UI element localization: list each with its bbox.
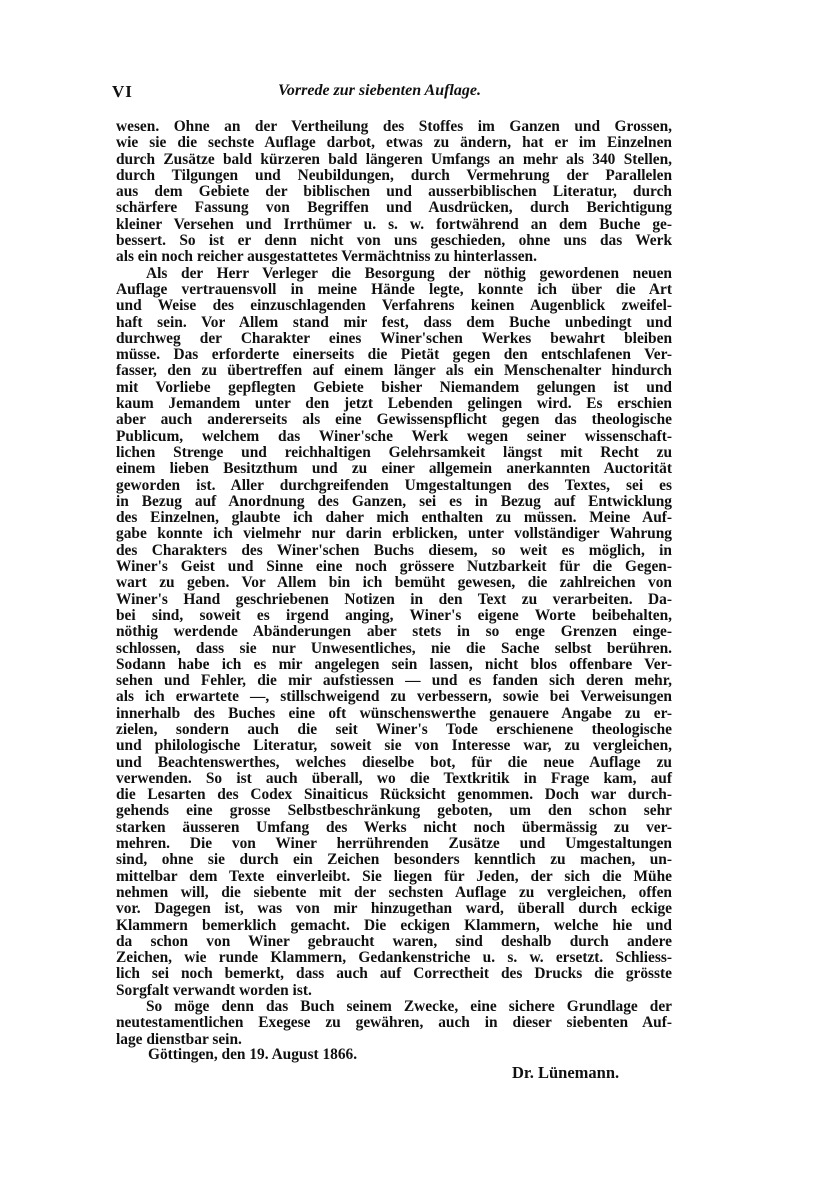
text-line: als ein noch reicher ausgestattetes Vermächtniss zu hinterlassen. xyxy=(116,248,537,266)
text-line: bessert. So ist er denn nicht von uns geschieden, ohne uns das Werk xyxy=(116,232,672,250)
text-line: starken äusseren Umfang des Werks nicht noch übermässig zu ver- xyxy=(116,818,672,836)
text-line: bei sind, soweit es irgend anging, Winer's eigene Worte beibehalten, xyxy=(116,606,672,624)
text-line: sind, ohne sie durch ein Zeichen besonders kenntlich zu machen, un- xyxy=(116,851,672,869)
text-line: haft sein. Vor Allem stand mir fest, dass dem Buche unbedingt und xyxy=(116,313,672,331)
text-line: gehends eine grosse Selbstbeschränkung geboten, um den schon sehr xyxy=(116,802,672,820)
page-footer xyxy=(148,1046,668,1086)
text-line: vor. Dagegen ist, was von mir hinzugethan ward, überall durch eckige xyxy=(116,900,672,918)
text-line: schärfere Fassung von Begriffen und Ausdrücken, durch Berichtigung xyxy=(116,199,672,217)
text-line: Winer's Geist und Sinne eine noch grössere Nutzbarkeit für die Gegen- xyxy=(116,558,672,576)
text-line: wesen. Ohne an der Vertheilung des Stoffes im Ganzen und Grossen, xyxy=(116,118,672,135)
text-line: lich sei noch bemerkt, dass auch auf Correctheit des Drucks die grösste xyxy=(116,965,672,983)
text-line: Sodann habe ich es mir angelegen sein lassen, nicht blos offenbare Ver- xyxy=(116,655,672,673)
text-line: Klammern bemerklich gemacht. Die eckigen Klammern, welche hie und xyxy=(116,916,672,934)
text-line: durch Zusätze bald kürzeren bald längeren Umfangs an mehr als 340 Stellen, xyxy=(116,150,672,168)
text-line: durch Tilgungen und Neubildungen, durch Vermehrung der Parallelen xyxy=(116,166,672,184)
text-line: die Lesarten des Codex Sinaiticus Rücksicht genommen. Doch war durch- xyxy=(116,786,672,804)
text-line: Zeichen, wie runde Klammern, Gedankenstriche u. s. w. ersetzt. Schliess- xyxy=(116,949,672,967)
text-line: des Charakters des Winer'schen Buchs diesem, so weit es möglich, in xyxy=(116,541,672,559)
text-line: Als der Herr Verleger die Besorgung der nöthig gewordenen neuen xyxy=(146,264,672,282)
text-line: sehen und Fehler, die mir aufstiessen — und es fanden sich deren mehr, xyxy=(116,672,672,690)
text-line: aber auch andererseits als eine Gewissenspflicht gegen das theologische xyxy=(116,411,672,429)
text-line: einem lieben Besitzthum und zu einer allgemein anerkannten Auctorität xyxy=(116,460,672,478)
text-line: neutestamentlichen Exegese zu gewähren, auch in dieser siebenten Auf- xyxy=(116,1014,672,1032)
text-line: geworden ist. Aller durchgreifenden Umgestaltungen des Textes, sei es xyxy=(116,476,672,494)
text-line: fasser, den zu übertreffen auf einem länger als ein Menschenalter hindurch xyxy=(116,362,672,380)
signature: Dr. Lünemann. xyxy=(512,1063,620,1082)
text-line: Publicum, welchem das Winer'sche Werk wegen seiner wissenschaft- xyxy=(116,427,672,445)
text-line: und Beachtenswerthes, welches dieselbe bot, für die neue Auflage zu xyxy=(116,753,672,771)
text-line: mehren. Die von Winer herrührenden Zusätze und Umgestaltungen xyxy=(116,835,672,853)
running-title: Vorrede zur siebenten Auflage. xyxy=(278,82,481,99)
text-line: da schon von Winer gebraucht waren, sind deshalb durch andere xyxy=(116,932,672,950)
text-line: als ich erwartete —, stillschweigend zu verbessern, sowie bei Verweisungen xyxy=(116,688,672,706)
text-line: So möge denn das Buch seinem Zwecke, eine sichere Grundlage der xyxy=(146,998,672,1016)
text-line: nehmen will, die siebente mit der sechsten Auflage zu vergleichen, offen xyxy=(116,883,672,901)
text-line: des Einzelnen, glaubte ich daher mich enthalten zu müssen. Meine Auf- xyxy=(116,509,672,527)
text-line: zielen, sondern auch die seit Winer's Tode erschienene theologische xyxy=(116,720,672,738)
text-line: gabe konnte ich vielmehr nur darin erblicken, unter vollständiger Wahrung xyxy=(116,525,672,543)
page-header xyxy=(112,82,670,106)
text-line: Auflage vertrauensvoll in meine Hände legte, konnte ich über die Art xyxy=(116,280,672,298)
text-line: lage dienstbar sein. xyxy=(116,1030,242,1048)
text-line: wie sie die sechste Auflage darbot, etwas zu ändern, hat er im Einzelnen xyxy=(116,134,672,152)
text-line: und Weise des einzuschlagenden Verfahrens keinen Augenblick zweifel- xyxy=(116,297,672,315)
text-line: müsse. Das erforderte einerseits die Pietät gegen den entschlafenen Ver- xyxy=(116,346,672,364)
body-text xyxy=(116,119,672,1048)
text-line: schlossen, dass sie nur Unwesentliches, nie die Sache selbst berühren. xyxy=(116,639,672,657)
text-line: lichen Strenge und reichhaltigen Gelehrsamkeit längst mit Recht zu xyxy=(116,443,672,461)
text-line: wart zu geben. Vor Allem bin ich bemüht gewesen, die zahlreichen von xyxy=(116,574,672,592)
text-line: Winer's Hand geschriebenen Notizen in den Text zu verarbeiten. Da- xyxy=(116,590,672,608)
text-line: nöthig werdende Abänderungen aber stets in so enge Grenzen einge- xyxy=(116,623,672,641)
text-line: mittelbar dem Texte einverleibt. Sie liegen für Jeden, der sich die Mühe xyxy=(116,867,672,885)
page-number: VI xyxy=(112,82,133,101)
text-line: und philologische Literatur, soweit sie von Interesse war, zu vergleichen, xyxy=(116,737,672,755)
text-line: Sorgfalt verwandt worden ist. xyxy=(116,981,312,999)
place-date: Göttingen, den 19. August 1866. xyxy=(148,1046,358,1063)
text-line: durchweg der Charakter eines Winer'schen Werkes bewahrt bleiben xyxy=(116,329,672,347)
text-line: innerhalb des Buches eine oft wünschenswerthe genauere Angabe zu er- xyxy=(116,704,672,722)
text-line: in Bezug auf Anordnung des Ganzen, sei es in Bezug auf Entwicklung xyxy=(116,492,672,510)
text-line: mit Vorliebe gepflegten Gebiete bisher Niemandem gelungen ist und xyxy=(116,378,672,396)
text-line: kleiner Versehen und Irrthümer u. s. w. fortwährend an dem Buche ge- xyxy=(116,215,672,233)
text-line: verwenden. So ist auch überall, wo die Textkritik in Frage kam, auf xyxy=(116,769,672,787)
text-line: kaum Jemandem unter den jetzt Lebenden gelingen wird. Es erschien xyxy=(116,395,672,413)
text-line: aus dem Gebiete der biblischen und ausserbiblischen Literatur, durch xyxy=(116,183,672,201)
